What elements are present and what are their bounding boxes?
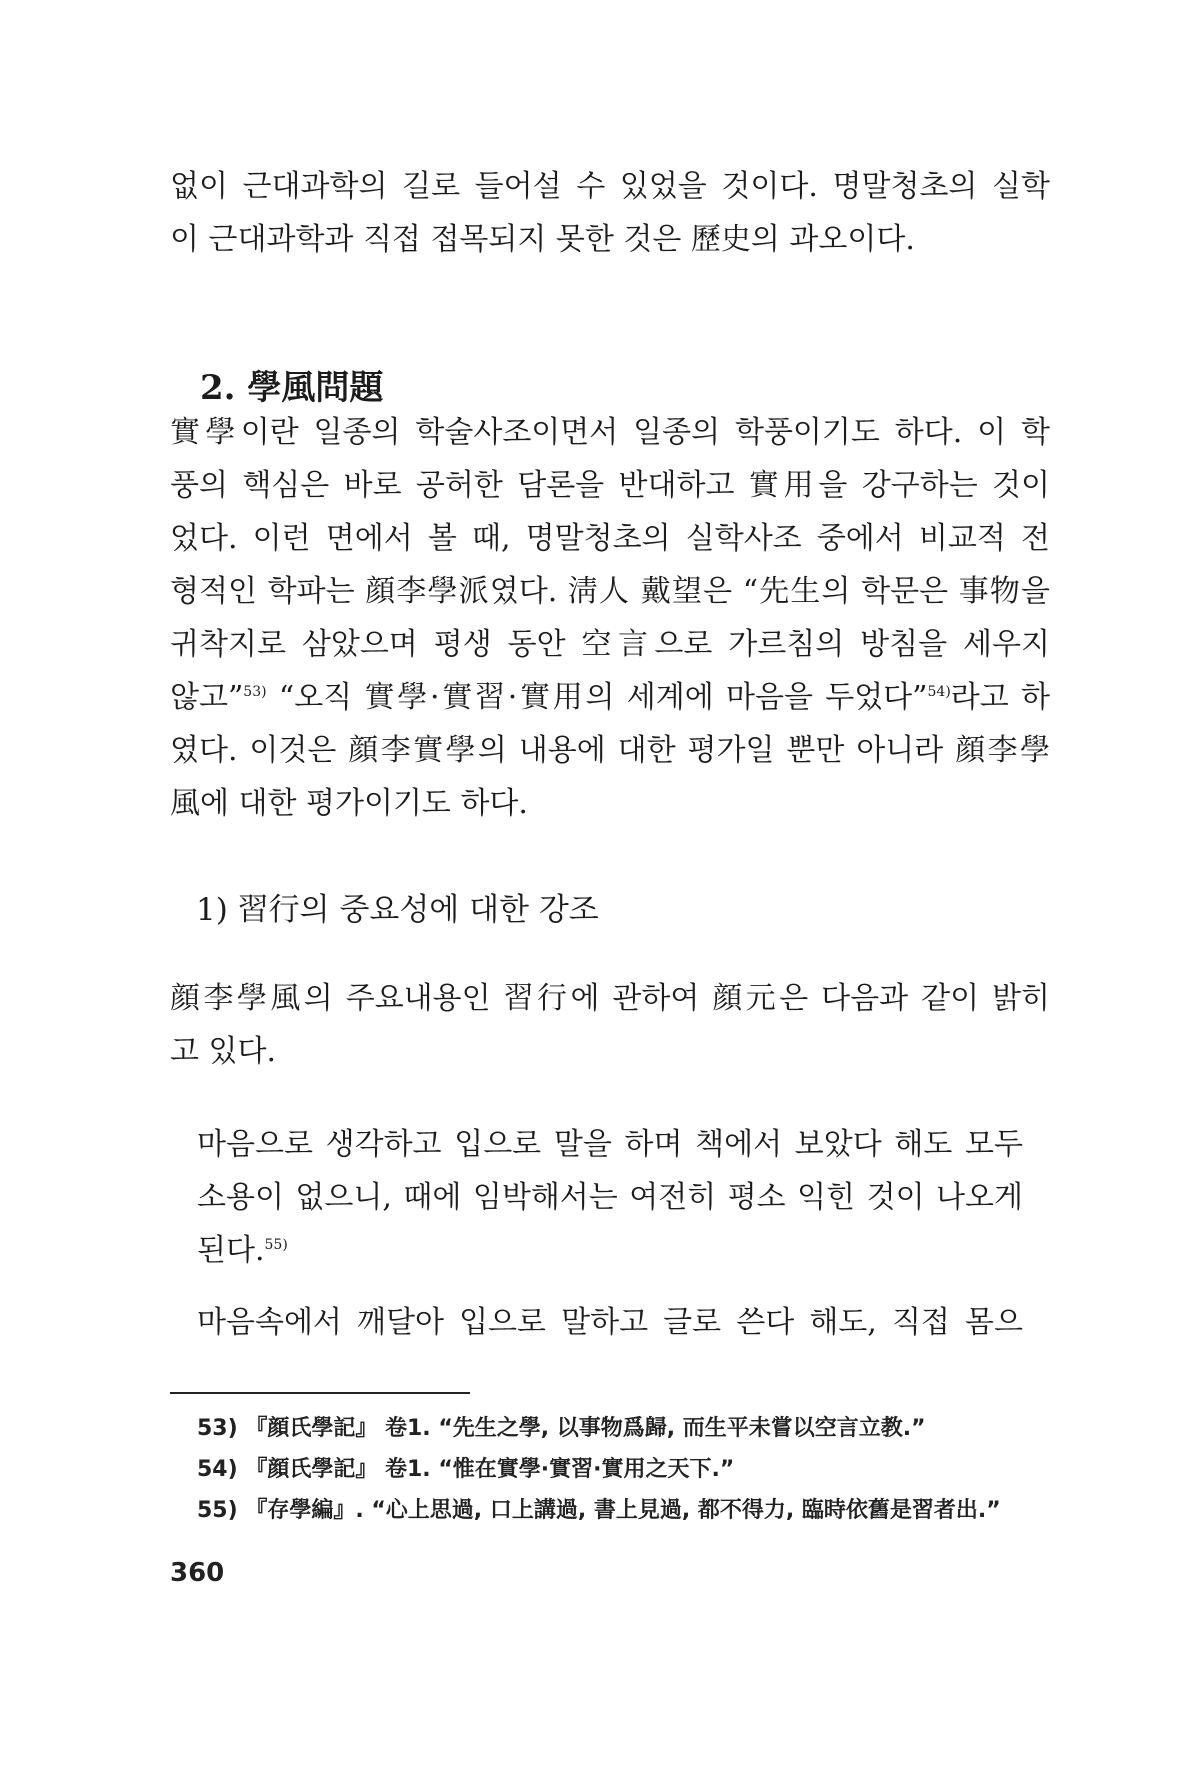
quote2-line-1: 마음속에서 깨달아 입으로 말하고 글로 쓴다 해도, 직접 몸으 [197, 1305, 1023, 1340]
footnote-ref-55: 55) [264, 1237, 288, 1253]
footnote-53: 53) 『顔氏學記』 卷1. “先生之學, 以事物爲歸, 而生平未嘗以空言立教.” [197, 1416, 926, 1441]
intro-line-1: 없이 근대과학의 길로 들어설 수 있었을 것이다. 명말청초의 실학 [170, 169, 1050, 204]
quote1-line-3-text: 된다. [197, 1233, 265, 1268]
quote1-line-1: 마음으로 생각하고 입으로 말을 하며 책에서 보았다 해도 모두 [197, 1127, 1023, 1162]
footnotes [197, 1408, 1057, 1531]
para1-line-6-part-b: “오직 實學·實習·實用의 세계에 마음을 두었다” [266, 680, 928, 715]
subsection-heading: 1) 習行의 중요성에 대한 강조 [196, 892, 599, 928]
block-quote-2 [197, 1296, 1023, 1349]
section-heading: 2. 學風問題 [200, 368, 384, 408]
paragraph-1 [170, 406, 1050, 830]
para1-line-6-part-a: 않고” [170, 680, 244, 715]
intro-paragraph [170, 160, 1050, 266]
para1-line-8: 風에 대한 평가이기도 하다. [170, 786, 528, 821]
footnote-55: 55) 『存學編』. “心上思過, 口上講過, 書上見過, 都不得力, 臨時依舊是習者出.” [197, 1498, 1001, 1523]
para1-line-6 [170, 671, 1050, 724]
para1-line-7: 였다. 이것은 顔李實學의 내용에 대한 평가일 뿐만 아니라 顔李學 [170, 733, 1050, 768]
para1-line-2: 풍의 핵심은 바로 공허한 담론을 반대하고 實用을 강구하는 것이 [170, 468, 1050, 503]
para2-line-2: 고 있다. [170, 1034, 277, 1069]
page-number: 360 [170, 1558, 225, 1588]
footnote-54: 54) 『顔氏學記』 卷1. “惟在實學·實習·實用之天下.” [197, 1457, 735, 1482]
para1-line-5: 귀착지로 삼았으며 평생 동안 空言으로 가르침의 방침을 세우지 [170, 627, 1050, 662]
intro-line-2: 이 근대과학과 직접 접목되지 못한 것은 歷史의 과오이다. [170, 222, 915, 257]
para1-line-4: 형적인 학파는 顔李學派였다. 淸人 戴望은 “先生의 학문은 事物을 [170, 574, 1050, 609]
quote1-line-3 [197, 1224, 1023, 1277]
footnote-ref-53: 53) [243, 684, 267, 700]
para1-line-1: 實學이란 일종의 학술사조이면서 일종의 학풍이기도 하다. 이 학 [170, 415, 1050, 450]
footnote-ref-54: 54) [927, 684, 951, 700]
quote1-line-2: 소용이 없으니, 때에 임박해서는 여전히 평소 익힌 것이 나오게 [197, 1180, 1023, 1215]
para1-line-3: 었다. 이런 면에서 볼 때, 명말청초의 실학사조 중에서 비교적 전 [170, 521, 1050, 556]
paragraph-2 [170, 972, 1050, 1078]
block-quote-1 [197, 1118, 1023, 1277]
para2-line-1: 顔李學風의 주요내용인 習行에 관하여 顔元은 다음과 같이 밝히 [170, 981, 1050, 1016]
footnote-separator [170, 1392, 470, 1394]
para1-line-6-part-c: 라고 하 [950, 680, 1051, 715]
